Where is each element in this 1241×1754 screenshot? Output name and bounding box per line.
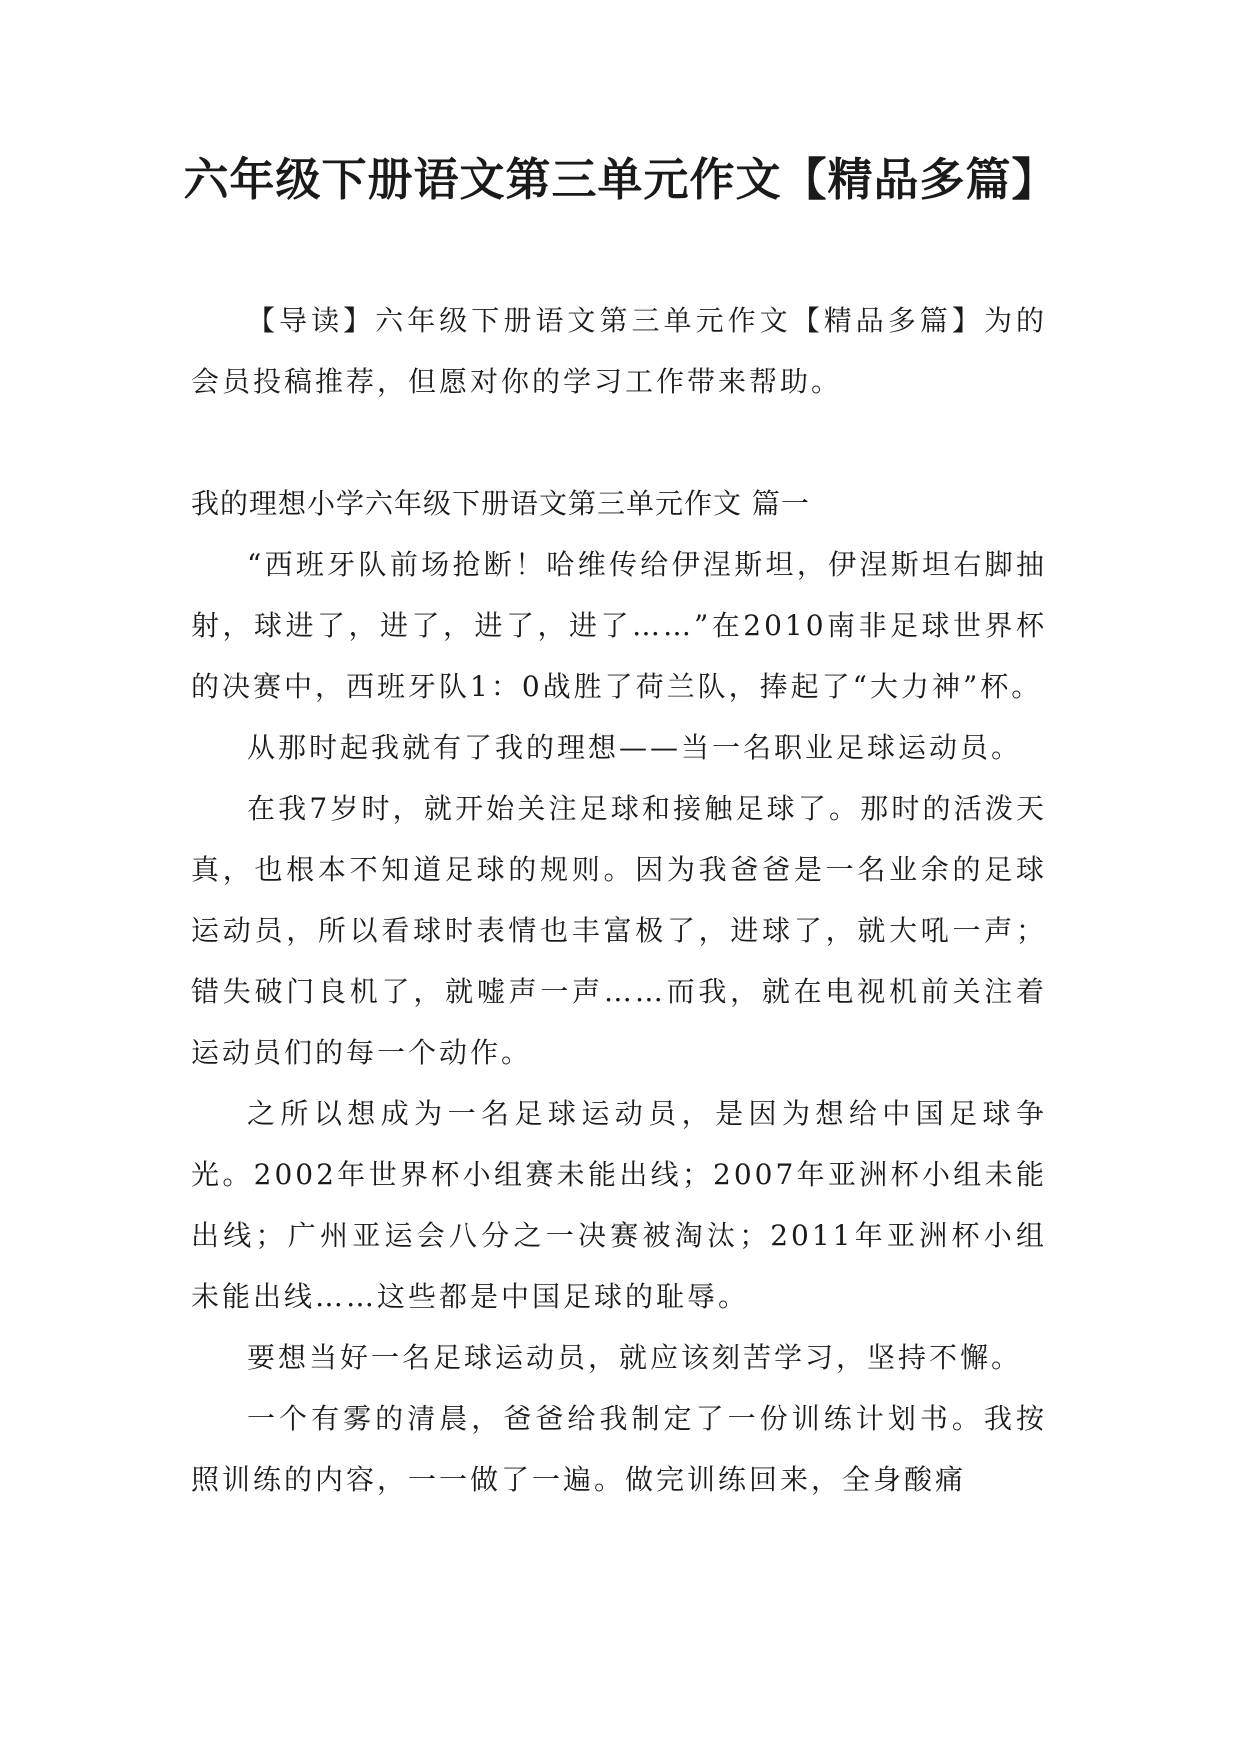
body-paragraph: 从那时起我就有了我的理想——当一名职业足球运动员。 <box>247 731 1023 764</box>
section-heading: 我的理想小学六年级下册语文第三单元作文 篇一 <box>191 487 810 520</box>
body-paragraph: 要想当好一名足球运动员，就应该刻苦学习，坚持不懈。 <box>247 1341 1023 1374</box>
body-paragraph: 在我7岁时，就开始关注足球和接触足球了。那时的活泼天真，也根本不知道足球的规则。因为我爸爸是一名业余的足球运动员，所以看球时表情也丰富极了，进球了，就大吼一声；错失破门良机了，就嘘声一声……而我，就在电视机前关注着运动员们的每一个动作。 <box>191 792 1047 1069</box>
body-paragraph: 之所以想成为一名足球运动员，是因为想给中国足球争光。2002年世界杯小组赛未能出线；2007年亚洲杯小组未能出线；广州亚运会八分之一决赛被淘汰；2011年亚洲杯小组未能出线……这些都是中国足球的耻辱。 <box>191 1097 1047 1313</box>
document-title: 六年级下册语文第三单元作文【精品多篇】 <box>183 153 1058 206</box>
paragraph-spacer <box>191 412 1047 473</box>
intro-paragraph: 【导读】六年级下册语文第三单元作文【精品多篇】为的会员投稿推荐，但愿对你的学习工作带来帮助。 <box>191 304 1047 398</box>
body-paragraph: 一个有雾的清晨，爸爸给我制定了一份训练计划书。我按照训练的内容，一一做了一遍。做完训练回来，全身酸痛 <box>191 1402 1047 1496</box>
document-body <box>191 290 1047 1510</box>
body-paragraph: “西班牙队前场抢断！哈维传给伊涅斯坦，伊涅斯坦右脚抽射，球进了，进了，进了，进了……”在2010南非足球世界杯的决赛中，西班牙队1：0战胜了荷兰队，捧起了“大力神”杯。 <box>191 548 1047 703</box>
